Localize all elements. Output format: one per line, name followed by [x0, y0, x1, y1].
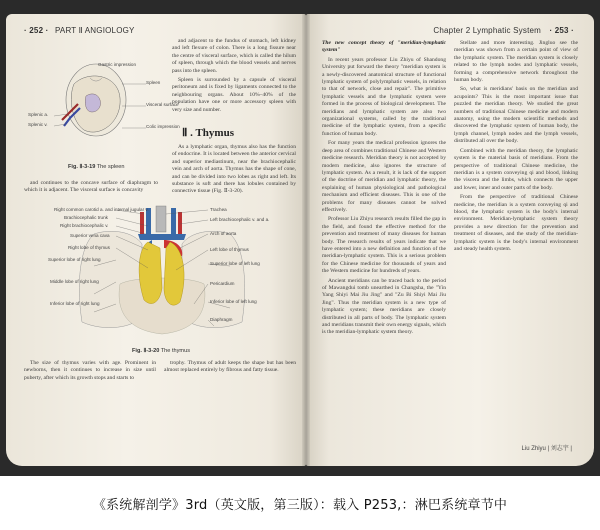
left-col-c	[172, 144, 296, 198]
paragraph: trophy. Thymus of adult keeps the shape but has been almost replaced entirely by fibrous and fatty tissue.	[164, 360, 296, 374]
left-col-d	[24, 360, 156, 384]
thymus-label: Inferior lobe of left lung	[210, 299, 257, 304]
right-col-f	[322, 40, 446, 339]
paragraph: The size of thymus varies with age. Prominent in newborns, then it continues to increase in size until puberty, after which its growth stops and starts to	[24, 360, 156, 381]
thymus-label: Middle lobe of right lung	[50, 279, 99, 284]
caption-text: 《系统解剖学》3rd（英文版，第三版）：载入 P253,：淋巴系统章节中	[92, 497, 508, 513]
thymus-figure	[24, 204, 300, 342]
right-page	[306, 14, 594, 466]
thymus-label: Right common carotid a. and internal jugular v.	[54, 207, 149, 212]
paragraph: Combined with the meridian theory, the lymphatic system is the material basis of meridians. From the perspective of traditional Chinese medicine, the meridian is a system conveying qi and blood, linking the viscera and the limbs, which connects the upper and lower, inner and outer parts of the body.	[454, 147, 578, 191]
left-col-a	[24, 180, 158, 197]
right-running-head	[433, 26, 578, 35]
spleen-label: Gastric impression	[98, 62, 137, 67]
box-heading: The new concept theory of "meridian-lymphatic system"	[322, 40, 446, 54]
left-col-b	[172, 38, 296, 116]
spleen-caption	[68, 164, 124, 171]
right-page-number: · 253 ·	[549, 26, 574, 35]
spleen-label: Splenic v.	[28, 122, 48, 127]
book-gutter	[302, 14, 310, 466]
thymus-label: Superior lobe of left lung	[210, 261, 260, 266]
thymus-label: Trachea	[210, 207, 227, 212]
thymus-label: Brachiocephalic trunk	[64, 215, 108, 220]
thymus-label: Superior vena cava	[70, 233, 110, 238]
paragraph: In recent years professor Liu Zhiyu of Shandong University put forward the theory "meridian system is a newly-discovered anatomical structure of functional lymphatic system of polylymphatic vessels, in relation to that of network, close and repair". The primitive lymphatic vessels and the lymphatic system were formed in the process of biological development. The meridians and lymphatic system are also two organizational systems, called by the traditional medicine of the lymphatic system, from a specific function of human body.	[322, 56, 446, 137]
spleen-label: Splenic a.	[28, 112, 49, 117]
thymus-label: Superior lobe of right lung	[48, 257, 101, 262]
left-page	[6, 14, 306, 466]
paragraph: Ancient meridians can be traced back to the period of Mawangdui tomb unearthed in Changsha, the "Yin Yang Shiyi Mai Jiu Jing" and "Zu Bi Shiyi Mai Jiu Jing". Thus the meridian system is a new type of lymphatic system; these meridians are closely distributed in all parts of body. The lymphatic system and meridians transmit their own energy signals, which is the meridian-lymphatic system theory.	[322, 277, 446, 336]
paragraph: Stellate and more interesting. Jingluo see the meridian was shown from a certain point of view of the lymphatic system. The meridian system is closely related to the lymph nodes and lymphatic vessels, forming a comprehensive network throughout the human body.	[454, 40, 578, 84]
spleen-label: Colic impression	[146, 124, 180, 129]
right-col-g	[454, 40, 578, 255]
left-running-title: PART Ⅱ ANGIOLOGY	[54, 26, 135, 35]
thymus-label: Diaphragm	[210, 317, 233, 322]
paragraph: So, what is meridians' basis on the meridian and acupoints? This is the most important issue that puzzled the meridian theory. We studied the great numbers of traditional Chinese medicine and modern anatomy, using the modern scientific methods and discovered the lymphatic system of human body, the lymph channel, lymph nodes and the lymph vessels, distributed all over the body.	[454, 86, 578, 145]
thymus-label: Right brachiocephalic v.	[60, 223, 109, 228]
paragraph: For many years the medical profession ignores the deep area of combines traditional Chinese and Western medicine research. Meridian theory is not accepted by modern medicine, also ignores the structure of lymphatic system. As a result, it is lack of the support of the doctrine of meridian and lymphatic theory, the explaining of human physiological and pathological mechanism and efficient diseases. This is one of the problems for many diseases cannot be solved effectively.	[322, 140, 446, 213]
thymus-label: Arch of aorta	[210, 231, 237, 236]
paragraph: and adjacent to the fundus of stomach, left kidney and left flexure of colon. There is a long fissure near the centre of visceral surface, which is called the hilum of spleen, through which the blood vessels and nerves pass into the spleen.	[172, 38, 296, 74]
thymus-caption	[132, 348, 190, 355]
right-page-footer: Liu Zhiyu | 刘志宇 |	[521, 446, 572, 452]
open-book	[6, 6, 594, 472]
thymus-label: Left brachiocephalic v. and a.	[210, 217, 270, 222]
spleen-label: Visceral surface	[146, 102, 179, 107]
paragraph: Spleen is surrounded by a capsule of visceral peritoneum and is fixed by ligaments connected to the neighbouring organs. About 10%–40% of the population have one or more accessory spleen with very size and number.	[172, 77, 296, 113]
thymus-label: Pericardium	[210, 281, 235, 286]
right-running-title: Chapter 2 Lymphatic System	[433, 26, 542, 35]
spleen-figure	[28, 48, 180, 158]
paragraph: Professor Liu Zhiyu research results filled the gap in the field, and found the effective method for the prevention and treatment of many diseases for human body. The research results of years indicate that we have entered into a new definition and function of the meridian-lymphatic system. This is a serious problem for the Chinese medicine for thousands of years and the Western medicine for hundreds of years.	[322, 216, 446, 275]
thymus-label: Left lobe of thymus	[210, 247, 249, 252]
left-col-e	[164, 360, 296, 377]
thymus-caption-text: The thymus	[160, 348, 190, 354]
spleen-label: Spleen	[146, 80, 161, 85]
image-caption	[0, 476, 600, 530]
thymus-label: Right lobe of thymus	[68, 245, 110, 250]
paragraph: As a lymphatic organ, thymus also has the function of endocrine. It is located between the anterior cervical and superior mediastinum, near the brachiocephalic vein and arch of aorta. Thymus has the shape of cone, and can be divided into two lobes as right and left. Its substance is soft and there has lobules contained by connective tissue (Fig. Ⅱ-3-20).	[172, 144, 296, 195]
paragraph: and continues to the concave surface of diaphragm to which it is adjacent. The visceral surface is concavity	[24, 180, 158, 194]
thymus-caption-label: Fig. Ⅱ-3-20	[132, 348, 160, 354]
left-page-number: · 252 ·	[24, 26, 49, 35]
spleen-caption-label: Fig. Ⅱ-3-19	[68, 164, 96, 170]
thymus-label: Inferior lobe of right lung	[50, 301, 100, 306]
spleen-caption-text: The spleen	[96, 164, 125, 170]
section-title: Ⅱ . Thymus	[182, 127, 234, 139]
paragraph: From the perspective of traditional Chinese medicine, the meridian is a system conveying qi and blood, the lymphatic system is the body's internal environment. Meridian-lymphatic system theory provides a new direction for the prevention and treatment of diseases, and the study of the meridian-lymphatic system is the body's internal environment and steady health system.	[454, 194, 578, 252]
left-running-head	[24, 26, 135, 35]
